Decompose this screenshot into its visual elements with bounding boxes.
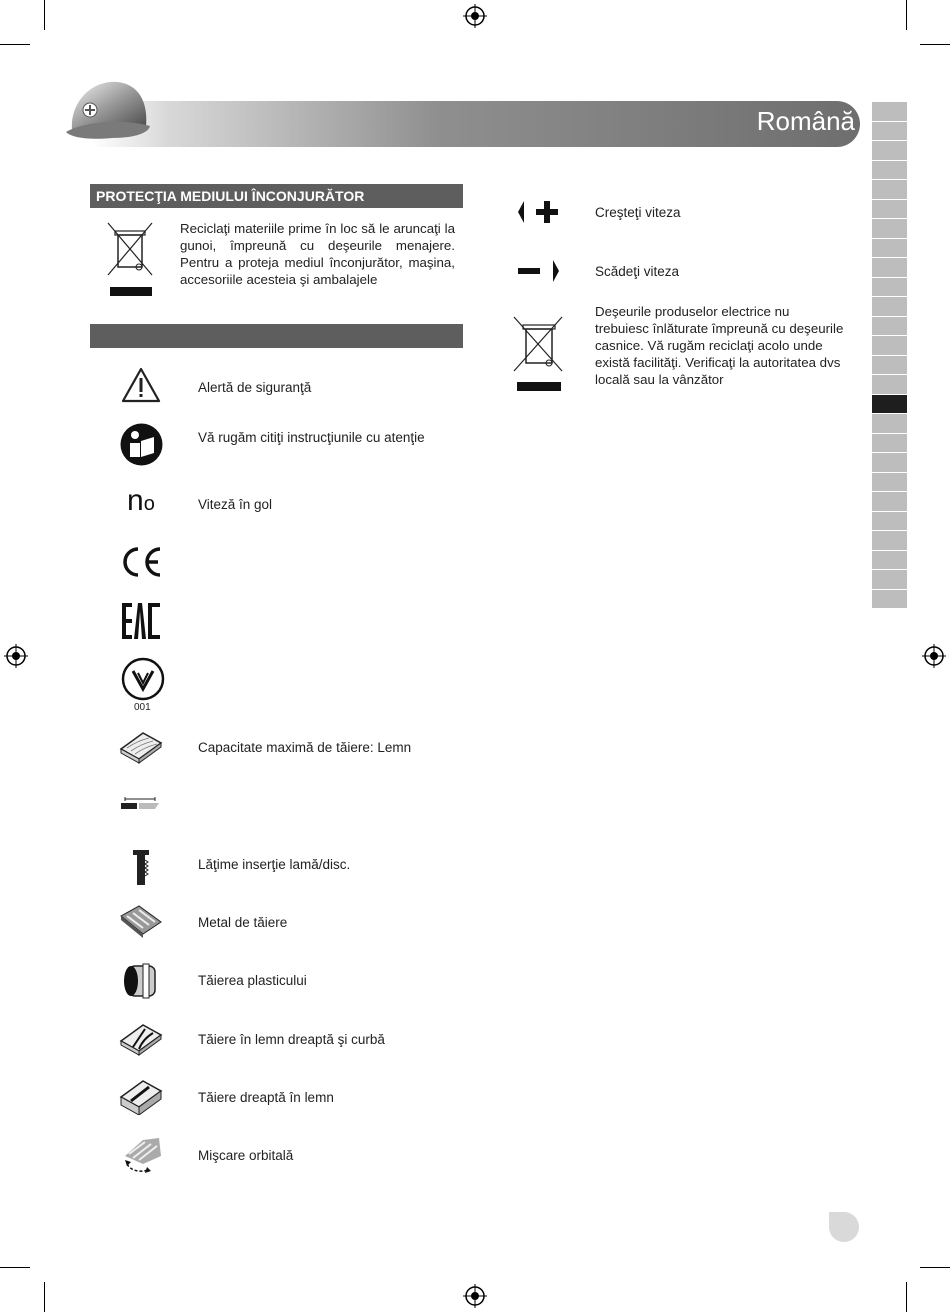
symbol-label: Metal de tăiere xyxy=(198,915,288,930)
crop-mark xyxy=(0,44,30,45)
side-tab xyxy=(872,102,907,122)
hard-hat-icon xyxy=(62,74,154,150)
side-tab xyxy=(872,512,907,532)
symbol-label: Alertă de siguranţă xyxy=(198,380,312,395)
header-banner xyxy=(92,101,860,147)
side-tab xyxy=(872,239,907,259)
crop-mark xyxy=(920,44,950,45)
side-tab xyxy=(872,434,907,454)
ua-mark-caption: 001 xyxy=(134,702,151,713)
symbol-label: Vă rugăm citiţi instrucţiunile cu atenţie xyxy=(198,430,425,445)
crop-mark xyxy=(44,1282,45,1312)
symbol-label: Lăţime inserţie lamă/disc. xyxy=(198,857,351,872)
page-title: Română xyxy=(756,106,855,136)
metal-cut-depth-icon xyxy=(119,796,161,812)
crossed-bin-icon xyxy=(106,221,156,299)
plastic-cut-icon xyxy=(121,962,161,1000)
symbol-label: Mişcare orbitală xyxy=(198,1148,294,1163)
side-tab xyxy=(872,317,907,337)
side-tab xyxy=(872,590,907,610)
no-load-speed-icon: no xyxy=(127,484,155,517)
crop-mark xyxy=(906,1282,907,1312)
side-tab xyxy=(872,531,907,551)
symbol-label: Tăiere în lemn dreaptă şi curbă xyxy=(198,1032,385,1047)
registration-mark-icon xyxy=(922,644,946,668)
side-tab xyxy=(872,375,907,395)
side-tab xyxy=(872,200,907,220)
page-number-tab xyxy=(829,1212,859,1242)
curve-cut-icon xyxy=(119,1021,163,1057)
crossed-bin-icon xyxy=(512,315,566,395)
side-tab xyxy=(872,570,907,590)
side-tab xyxy=(872,336,907,356)
side-tab xyxy=(872,180,907,200)
registration-mark-icon xyxy=(463,1284,487,1308)
registration-mark-icon xyxy=(463,4,487,28)
side-tab xyxy=(872,414,907,434)
ce-mark-icon xyxy=(120,546,162,578)
symbol-label: Tăierea plasticului xyxy=(198,973,307,988)
symbols-heading xyxy=(90,324,463,348)
speed-increase-label: Creşteţi viteza xyxy=(595,205,681,220)
environment-heading: PROTECŢIA MEDIULUI ÎNCONJURĂTOR xyxy=(90,184,463,208)
speed-decrease-label: Scădeţi viteza xyxy=(595,264,680,279)
side-tab xyxy=(872,141,907,161)
side-tab xyxy=(872,258,907,278)
eac-mark-icon xyxy=(120,601,162,641)
crop-mark xyxy=(906,0,907,30)
registration-mark-icon xyxy=(4,644,28,668)
read-manual-icon xyxy=(120,423,163,466)
side-tab xyxy=(872,161,907,181)
side-tab xyxy=(872,473,907,493)
side-tab xyxy=(872,356,907,376)
symbol-label: Capacitate maximă de tăiere: Lemn xyxy=(198,740,412,755)
symbol-label: Tăiere dreaptă în lemn xyxy=(198,1090,334,1105)
ua-mark-icon xyxy=(121,657,165,701)
side-tab xyxy=(872,551,907,571)
wood-board-icon xyxy=(119,729,163,765)
straight-cut-icon xyxy=(119,1077,163,1115)
side-tab xyxy=(872,278,907,298)
speed-decrease-icon xyxy=(517,259,561,283)
speed-increase-icon xyxy=(517,200,561,224)
crop-mark xyxy=(920,1267,950,1268)
warning-triangle-icon xyxy=(121,366,161,404)
side-tab xyxy=(872,453,907,473)
side-tab xyxy=(872,297,907,317)
symbol-label: Viteză în gol xyxy=(198,497,273,512)
side-tab xyxy=(872,395,907,415)
weee-text: Deşeurile produselor electrice nu trebuiesc înlăturate împreună cu deşeurile casnice. Vă rugăm reciclaţi acolo unde există facilităţi. Verificaţi la autoritatea dvs locală sau la vânzător xyxy=(595,304,844,387)
blade-shank-icon xyxy=(131,848,151,888)
orbital-icon xyxy=(121,1136,163,1176)
side-tab-strip xyxy=(872,102,907,609)
metal-cut-icon xyxy=(119,904,163,938)
environment-text: Reciclaţi materiile prime în loc să le aruncaţi la gunoi, împreună cu deşeurile menajere. Pentru a proteja mediul înconjurător, maşina, accesoriile acesteia şi ambalajele xyxy=(180,221,455,287)
side-tab xyxy=(872,492,907,512)
side-tab xyxy=(872,122,907,142)
crop-mark xyxy=(44,0,45,30)
crop-mark xyxy=(0,1267,30,1268)
side-tab xyxy=(872,219,907,239)
